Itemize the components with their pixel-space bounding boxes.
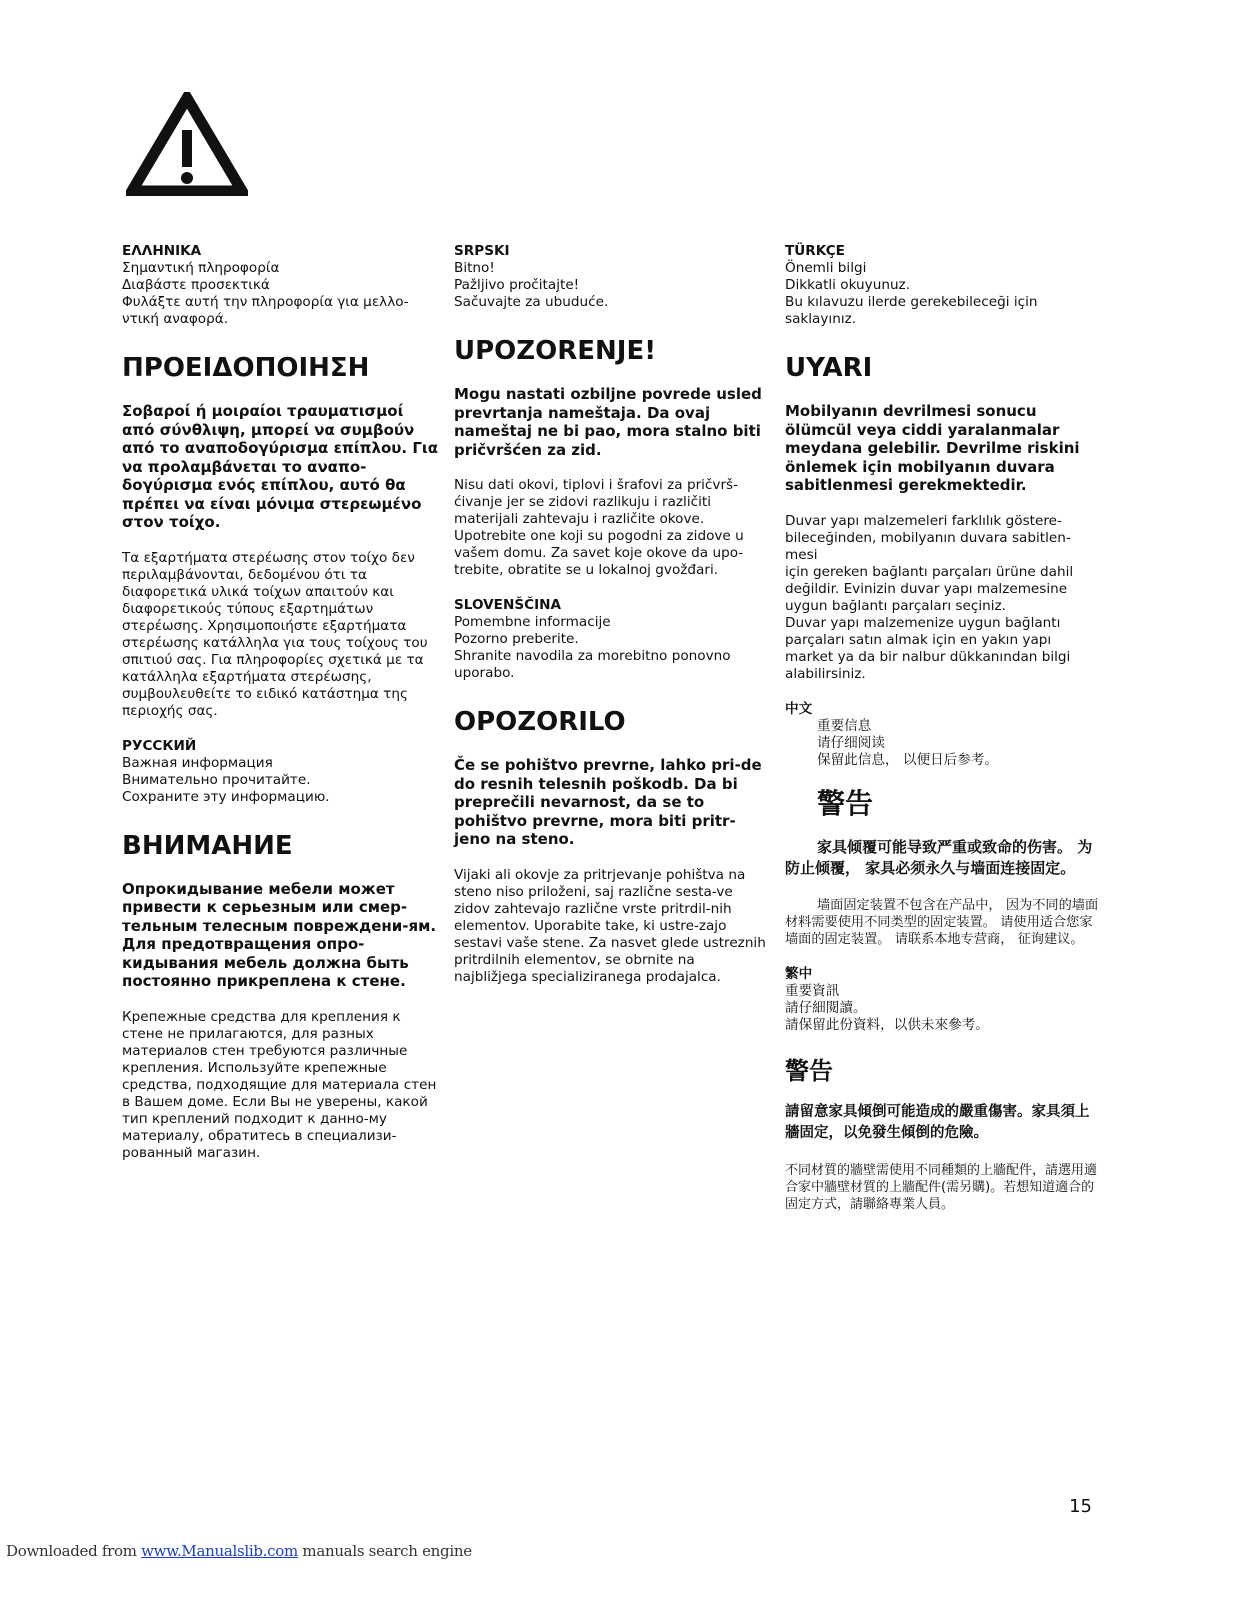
body-text: Vijaki ali okovje za pritrjevanje pohištva na steno niso priloženi, saj različne sesta-ve zidov zahtevajo različne vrste pritrdil-nih elementov. Uporabite take, ki ustre-zajo sestavi vaše stene. Za nasvet glede ustreznih pritrdilnih elementov, se obrnite na najbližjega specializiranega prodajalca. xyxy=(454,866,766,985)
warning-heading: ΠΡΟΕΙΔΟΠΟΙΗΣΗ xyxy=(122,353,370,383)
download-footer xyxy=(6,1542,472,1560)
section-chinese-traditional xyxy=(785,966,1103,1213)
language-label: SLOVENŠČINA xyxy=(454,597,562,613)
language-label: ΕΛΛΗΝΙΚΑ xyxy=(122,243,202,259)
intro-line: ντική αναφορά. xyxy=(122,311,229,327)
section-serbian xyxy=(454,243,770,579)
warning-heading: OPOZORILO xyxy=(454,707,626,737)
intro-line: Önemli bilgi xyxy=(785,260,867,276)
warning-statement: Mobilyanın devrilmesi sonucu ölümcül veya ciddi yaralanmalar meydana gelebilir. Devrilme riskini önlemek için mobilyanın duvara sabitlenmesi gerekmektedir. xyxy=(785,402,1080,494)
body-line: Duvar yapı malzemeleri farklılık göstere-bileceğinden, mobilyanın duvara sabitlen-mesi xyxy=(785,512,1071,563)
column-greek-russian xyxy=(122,243,440,1180)
intro-line: Внимательно прочитайте. xyxy=(122,771,311,788)
warning-heading: UPOZORENJE! xyxy=(454,336,657,366)
warning-heading: 警告 xyxy=(785,1056,833,1085)
intro-line: Σημαντική πληροφορία xyxy=(122,260,280,276)
intro-line: uporabo. xyxy=(454,665,515,681)
intro-line: Сохраните эту информацию. xyxy=(122,788,330,805)
body-text: Nisu dati okovi, tiplovi i šrafovi za pričvrš-ćivanje jer se zidovi razlikuju i različiti materijali zahtevaju i različite okove. Upotrebite one koji su pogodni za zidove u vašem domu. Za savet koje okove da upo-trebite, obratite se u lokalnoj gvožđari. xyxy=(454,477,744,578)
body-text: 不同材質的牆壁需使用不同種類的上牆配件，請選用適合家中牆壁材質的上牆配件(需另購)。若想知道適合的固定方式，請聯絡專業人員。 xyxy=(785,1162,1098,1212)
body-line: Duvar yapı malzemenize uygun bağlantı parçaları satın almak için en yakın yapı market ya da bir nalbur dükkanından bilgi alabilirsiniz. xyxy=(785,614,1071,682)
column-serbian-slovenian xyxy=(454,243,770,1004)
intro-line: Pomembne informacije xyxy=(454,614,611,630)
body-line: için gereken bağlantı parçaları ürüne dahil değildir. Evinizin duvar yapı malzemesine uygun bağlantı parçaları seçiniz. xyxy=(785,563,1074,614)
warning-statement: 請留意家具傾倒可能造成的嚴重傷害。家具須上牆固定，以免發生傾倒的危險。 xyxy=(785,1103,1090,1141)
body-text: Τα εξαρτήματα στερέωσης στον τοίχο δεν περιλαμβάνονται, δεδομένου ότι τα διαφορετικά υλικά τοίχων απαιτούν και διαφορετικούς τύπους εξαρτημάτων στερέωσης. Χρησιμοποιήστε εξαρτήματα στερέωσης κατάλληλα για τους τοίχους του σπιτιού σας. Για πληροφορίες σχετικά με τα κατάλληλα εξαρτήματα στερέωσης, συμβουλευθείτε το ειδικό κατάστημα της περιοχής σας. xyxy=(122,549,428,719)
language-label: РУССКИЙ xyxy=(122,737,197,754)
intro-line: Sačuvajte za ubuduće. xyxy=(454,294,609,310)
body-text: 墙面固定装置不包含在产品中， 因为不同的墙面材料需要使用不同类型的固定装置。 请使用适合您家墙面的固定装置。 请联系本地专营商， 征询建议。 xyxy=(785,897,1099,947)
warning-triangle-icon xyxy=(126,92,248,196)
intro-line: Dikkatli okuyunuz. xyxy=(785,277,911,293)
intro-line: Pažljivo pročitajte! xyxy=(454,277,580,293)
body-text xyxy=(785,513,1103,683)
intro-line: Bitno! xyxy=(454,260,495,276)
section-turkish xyxy=(785,243,1103,683)
footer-suffix: manuals search engine xyxy=(297,1542,472,1560)
section-slovenian xyxy=(454,597,770,986)
section-russian xyxy=(122,738,440,1162)
intro-line: 重要信息 xyxy=(817,717,872,734)
warning-statement: Mogu nastati ozbiljne povrede usled prevrtanja nameštaja. Da ovaj nameštaj ne bi pao, mora stalno biti pričvršćen za zid. xyxy=(454,385,762,459)
section-greek xyxy=(122,243,440,720)
intro-line: Φυλάξτε αυτή την πληροφορία για μελλο- xyxy=(122,294,409,310)
language-label: SRPSKI xyxy=(454,243,510,259)
column-turkish-chinese xyxy=(785,243,1103,1213)
intro-line: Bu kılavuzu ilerde gerekebileceği için xyxy=(785,294,1038,310)
footer-prefix: Downloaded from xyxy=(6,1542,142,1560)
intro-line: 請保留此份資料，以供未來參考。 xyxy=(785,1016,989,1033)
intro-line: 請仔細閱讀。 xyxy=(785,999,867,1016)
intro-line: 重要資訊 xyxy=(785,982,840,999)
section-chinese-simplified xyxy=(785,701,1103,948)
warning-statement: Опрокидывание мебели может привести к серьезным или смер-тельным телесным повреждени-ям. Для предотвращения опро-кидывания мебель должна быть постоянно прикреплена к стене. xyxy=(122,879,437,990)
intro-line: Διαβάστε προσεκτικά xyxy=(122,277,270,293)
language-label: TÜRKÇE xyxy=(785,243,845,259)
intro-line: 保留此信息， 以便日后参考。 xyxy=(817,751,999,768)
intro-line: saklayınız. xyxy=(785,311,857,327)
page-number: 15 xyxy=(1069,1496,1092,1517)
intro-line: Shranite navodila za morebitno ponovno xyxy=(454,648,731,664)
body-text: Крепежные средства для крепления к стене не прилагаются, для разных материалов стен требуются различные крепления. Используйте крепежные средства, подходящие для материала стен в Вашем доме. Если Вы не уверены, какой тип креплений подходит к данно-му материалу, обратитесь в специализи-рованный магазин. xyxy=(122,1008,437,1161)
warning-statement: 家具倾覆可能导致严重或致命的伤害。 为防止倾覆， 家具必须永久与墙面连接固定。 xyxy=(785,837,1093,877)
warning-heading: 警告 xyxy=(817,786,874,820)
language-label: 繁中 xyxy=(785,965,813,982)
warning-heading: UYARI xyxy=(785,353,873,383)
intro-line: Важная информация xyxy=(122,754,273,771)
language-label: 中文 xyxy=(785,700,813,717)
intro-line: Pozorno preberite. xyxy=(454,631,579,647)
warning-statement: Če se pohištvo prevrne, lahko pri-de do resnih telesnih poškodb. Da bi preprečili nevarnost, da se to pohištvo prevrne, mora biti pritr-jeno na steno. xyxy=(454,756,762,848)
manualslib-link[interactable]: www.Manualslib.com xyxy=(141,1542,298,1560)
warning-heading: ВНИМАНИЕ xyxy=(122,830,293,861)
warning-statement: Σοβαροί ή μοιραίοι τραυματισμοί από σύνθλιψη, μπορεί να συμβούν από το αναποδογύρισμα επίπλου. Για να προλαμβάνεται το αναπο-δογύρισμα ενός επίπλου, αυτό θα πρέπει να είναι μόνιμα στερεωμένο στον τοίχο. xyxy=(122,402,439,531)
intro-line: 请仔细阅读 xyxy=(817,734,885,751)
